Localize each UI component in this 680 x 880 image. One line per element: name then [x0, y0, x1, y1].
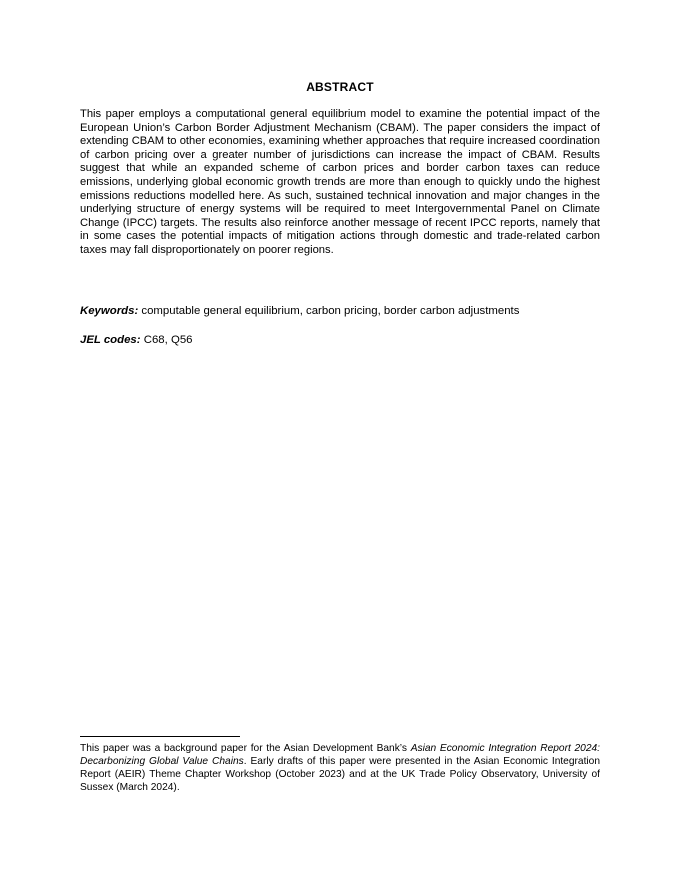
- footnote-text-part2: . Early drafts of this paper were presented in the Asian Economic Integration Report (AEIR) Theme Chapter Workshop (October 2023) and at the UK Trade Policy Observatory, University of Sussex (March 2024).: [80, 755, 601, 793]
- footnote-report-title: Asian Economic Integration Report 2024: Decarbonizing Global Value Chains: [80, 743, 601, 767]
- abstract-body: This paper employs a computational general equilibrium model to examine the potential impact of the European Union’s Carbon Border Adjustment Mechanism (CBAM). The paper considers the impact of extending CBAM to other economies, examining whether approaches that require increased coordination of carbon pricing over a greater number of jurisdictions can increase the impact of CBAM. Results suggest that while an expanded scheme of carbon prices and border carbon taxes can reduce emissions, underlying global economic growth trends are more than enough to quickly undo the highest emissions reductions modelled here. As such, sustained technical innovation and major changes in the underlying structure of energy systems will be required to meet Intergovernmental Panel on Climate Change (IPCC) targets. The results also reinforce another message of recent IPCC reports, namely that in some cases the potential impacts of mitigation actions through domestic and trade-related carbon taxes may fall disproportionately on poorer regions.: [80, 108, 600, 256]
- keywords-line: [80, 304, 600, 318]
- footnote: [80, 743, 600, 795]
- jel-codes-value: C68, Q56: [143, 334, 193, 346]
- jel-codes-line: [80, 333, 600, 347]
- keywords-value: computable general equilibrium, carbon pricing, border carbon adjustments: [141, 305, 520, 317]
- keywords-label: Keywords:: [80, 305, 139, 317]
- jel-codes-label: JEL codes:: [80, 334, 141, 346]
- abstract-heading: ABSTRACT: [306, 80, 374, 94]
- footnote-text-part1: This paper was a background paper for the Asian Development Bank’s: [80, 743, 411, 754]
- footnote-divider: [80, 736, 240, 737]
